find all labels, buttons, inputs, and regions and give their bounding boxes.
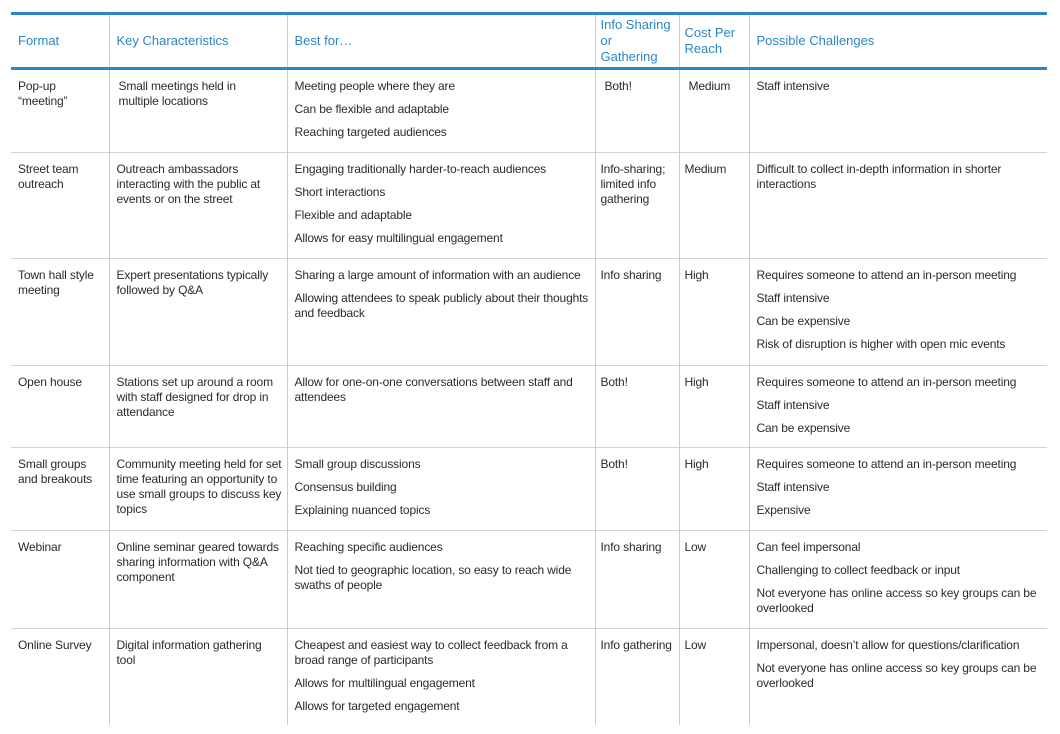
table-row	[11, 448, 1047, 531]
table-header	[11, 14, 1047, 69]
best-for-item: Can be flexible and adaptable	[294, 102, 449, 116]
best-for-cell	[287, 69, 595, 153]
best-for-item: Allows for easy multilingual engagement	[294, 231, 503, 245]
challenges-cell	[749, 69, 1047, 153]
challenge-item: Challenging to collect feedback or input	[756, 563, 960, 577]
header-info-sharing: Info Sharing or Gathering	[595, 14, 679, 69]
cost-cell: High	[679, 366, 749, 448]
challenges-cell	[749, 366, 1047, 448]
cost-cell: Medium	[679, 153, 749, 259]
format-cell: Street team outreach	[18, 162, 79, 191]
characteristics-cell: Small meetings held in multiple locations	[109, 69, 287, 153]
cost-cell: Medium	[679, 69, 749, 153]
cost-cell: High	[679, 448, 749, 531]
best-for-item: Allow for one-on-one conversations between staff and attendees	[294, 375, 573, 404]
format-cell: Pop-up “meeting”	[18, 79, 68, 108]
table-row	[11, 69, 1047, 153]
characteristics-cell: Online seminar geared towards sharing information with Q&A component	[109, 531, 287, 629]
best-for-cell	[287, 448, 595, 531]
best-for-cell	[287, 153, 595, 259]
challenge-item: Staff intensive	[756, 480, 830, 494]
header-possible-challenges: Possible Challenges	[749, 14, 1047, 69]
best-for-cell	[287, 531, 595, 629]
info-sharing-cell: Both!	[595, 448, 679, 531]
header-row	[11, 14, 1047, 69]
format-cell: Small groups and breakouts	[18, 457, 93, 486]
header-format: Format	[18, 33, 60, 48]
engagement-formats-table	[11, 12, 1047, 725]
challenge-item: Requires someone to attend an in-person meeting	[756, 268, 1017, 282]
challenge-item: Staff intensive	[756, 291, 830, 305]
table-row	[11, 531, 1047, 629]
challenges-cell	[749, 531, 1047, 629]
characteristics-cell: Expert presentations typically followed by Q&A	[109, 259, 287, 366]
info-sharing-cell: Both!	[595, 366, 679, 448]
best-for-item: Small group discussions	[294, 457, 421, 471]
table-row	[11, 259, 1047, 366]
characteristics-cell: Stations set up around a room with staff designed for drop in attendance	[109, 366, 287, 448]
challenges-cell	[749, 448, 1047, 531]
best-for-item: Allows for targeted engagement	[294, 699, 460, 713]
challenges-cell	[749, 259, 1047, 366]
format-cell: Webinar	[18, 540, 62, 554]
challenge-item: Can feel impersonal	[756, 540, 861, 554]
best-for-item: Meeting people where they are	[294, 79, 455, 93]
challenges-cell	[749, 629, 1047, 725]
format-cell: Town hall style meeting	[18, 268, 94, 297]
challenge-item: Impersonal, doesn’t allow for questions/clarification	[756, 638, 1020, 652]
format-cell: Online Survey	[18, 638, 92, 652]
challenge-item: Not everyone has online access so key groups can be overlooked	[756, 661, 1037, 690]
cost-cell: Low	[679, 531, 749, 629]
cost-cell: High	[679, 259, 749, 366]
best-for-item: Flexible and adaptable	[294, 208, 412, 222]
table-row	[11, 629, 1047, 725]
characteristics-cell: Outreach ambassadors interacting with the public at events or on the street	[109, 153, 287, 259]
best-for-item: Cheapest and easiest way to collect feedback from a broad range of participants	[294, 638, 568, 667]
cost-cell: Low	[679, 629, 749, 725]
best-for-item: Explaining nuanced topics	[294, 503, 431, 517]
table-row	[11, 366, 1047, 448]
format-cell: Open house	[18, 375, 82, 389]
challenge-item: Can be expensive	[756, 314, 851, 328]
header-cost-per-reach: Cost Per Reach	[679, 14, 749, 69]
challenge-item: Expensive	[756, 503, 811, 517]
header-best-for: Best for…	[287, 14, 595, 69]
challenge-item: Not everyone has online access so key groups can be overlooked	[756, 586, 1037, 615]
challenge-item: Requires someone to attend an in-person meeting	[756, 457, 1017, 471]
challenge-item: Can be expensive	[756, 421, 851, 435]
best-for-item: Sharing a large amount of information with an audience	[294, 268, 581, 282]
best-for-cell	[287, 259, 595, 366]
characteristics-cell: Digital information gathering tool	[109, 629, 287, 725]
best-for-item: Allowing attendees to speak publicly about their thoughts and feedback	[294, 291, 589, 320]
challenge-item: Risk of disruption is higher with open mic events	[756, 337, 1006, 351]
best-for-item: Allows for multilingual engagement	[294, 676, 475, 690]
challenge-item: Requires someone to attend an in-person meeting	[756, 375, 1017, 389]
info-sharing-cell: Info gathering	[595, 629, 679, 725]
best-for-item: Consensus building	[294, 480, 397, 494]
info-sharing-cell: Both!	[595, 69, 679, 153]
info-sharing-cell: Info sharing	[595, 531, 679, 629]
info-sharing-cell: Info-sharing; limited info gathering	[595, 153, 679, 259]
table-body	[11, 69, 1047, 725]
challenges-cell	[749, 153, 1047, 259]
best-for-item: Not tied to geographic location, so easy to reach wide swaths of people	[294, 563, 572, 592]
best-for-item: Reaching targeted audiences	[294, 125, 447, 139]
challenge-item: Staff intensive	[756, 79, 830, 93]
table-row	[11, 153, 1047, 259]
best-for-cell	[287, 629, 595, 725]
best-for-cell	[287, 366, 595, 448]
info-sharing-cell: Info sharing	[595, 259, 679, 366]
best-for-item: Engaging traditionally harder-to-reach audiences	[294, 162, 547, 176]
challenge-item: Staff intensive	[756, 398, 830, 412]
best-for-item: Reaching specific audiences	[294, 540, 443, 554]
characteristics-cell: Community meeting held for set time featuring an opportunity to use small groups to discuss key topics	[109, 448, 287, 531]
header-key-characteristics: Key Characteristics	[109, 14, 287, 69]
challenge-item: Difficult to collect in-depth information in shorter interactions	[756, 162, 1002, 191]
best-for-item: Short interactions	[294, 185, 386, 199]
